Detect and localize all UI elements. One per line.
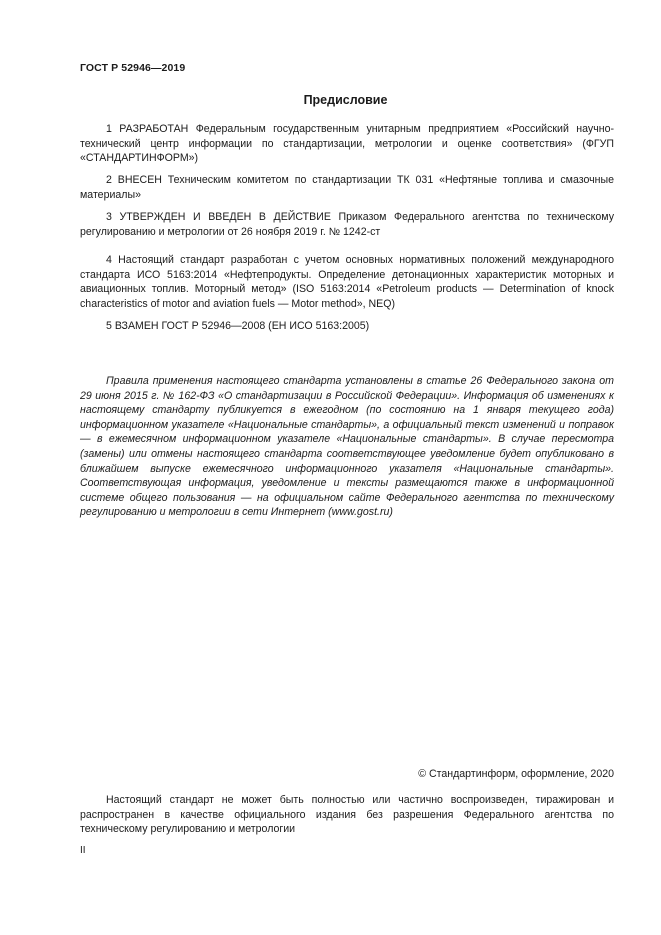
reproduction-notice: Настоящий стандарт не может быть полностью или частично воспроизведен, тиражирован и распространен в качестве официального издания без разрешения Федерального агентства по техническому регулированию и метрологии [80,794,614,836]
page-number: II [80,845,86,856]
preface-item-3: 3 УТВЕРЖДЕН И ВВЕДЕН В ДЕЙСТВИЕ Приказом Федерального агентства по техническому регулированию и метрологии от 26 ноября 2019 г. № 1242-ст [80,211,614,238]
preface-item-2: 2 ВНЕСЕН Техническим комитетом по стандартизации ТК 031 «Нефтяные топлива и смазочные материалы» [80,174,614,201]
standard-number: ГОСТ Р 52946—2019 [80,62,186,74]
preface-item-5: 5 ВЗАМЕН ГОСТ Р 52946—2008 (ЕН ИСО 5163:2005) [106,320,370,332]
copyright-line: © Стандартинформ, оформление, 2020 [418,768,614,780]
preface-item-1: 1 РАЗРАБОТАН Федеральным государственным унитарным предприятием «Российский научно-технический центр информации по стандартизации, метрологии и оценке соответствия» (ФГУП «СТАНДАРТИНФОРМ») [80,123,614,165]
preface-item-4: 4 Настоящий стандарт разработан с учетом основных нормативных положений международного стандарта ИСО 5163:2014 «Нефтепродукты. Определение детонационных характеристик моторных и авиационных топлив. Моторный метод» (ISO 5163:2014 «Petroleum products — Determination of knock characteristics of motor and aviation fuels — Motor method», NEQ) [80,254,614,310]
preface-title: Предисловие [303,93,388,107]
application-rules-notice: Правила применения настоящего стандарта установлены в статье 26 Федерального закона от 29 июня 2015 г. № 162-ФЗ «О стандартизации в Российской Федерации». Информация об изменениях к настоящему стандарту публикуется в ежегодном (по состоянию на 1 января текущего года) информационном указателе «Национальные стандарты», а официальный текст изменений и поправок — в ежемесячном информационном указателе «Национальные стандарты». В случае пересмотра (замены) или отмены настоящего стандарта соответствующее уведомление будет опубликовано в ближайшем выпуске ежемесячного информационного указателя «Национальные стандарты». Соответствующая информация, уведомление и тексты размещаются также в информационной системе общего пользования — на официальном сайте Федерального агентства по техническому регулированию и метрологии в сети Интернет (www.gost.ru) [80,375,614,519]
